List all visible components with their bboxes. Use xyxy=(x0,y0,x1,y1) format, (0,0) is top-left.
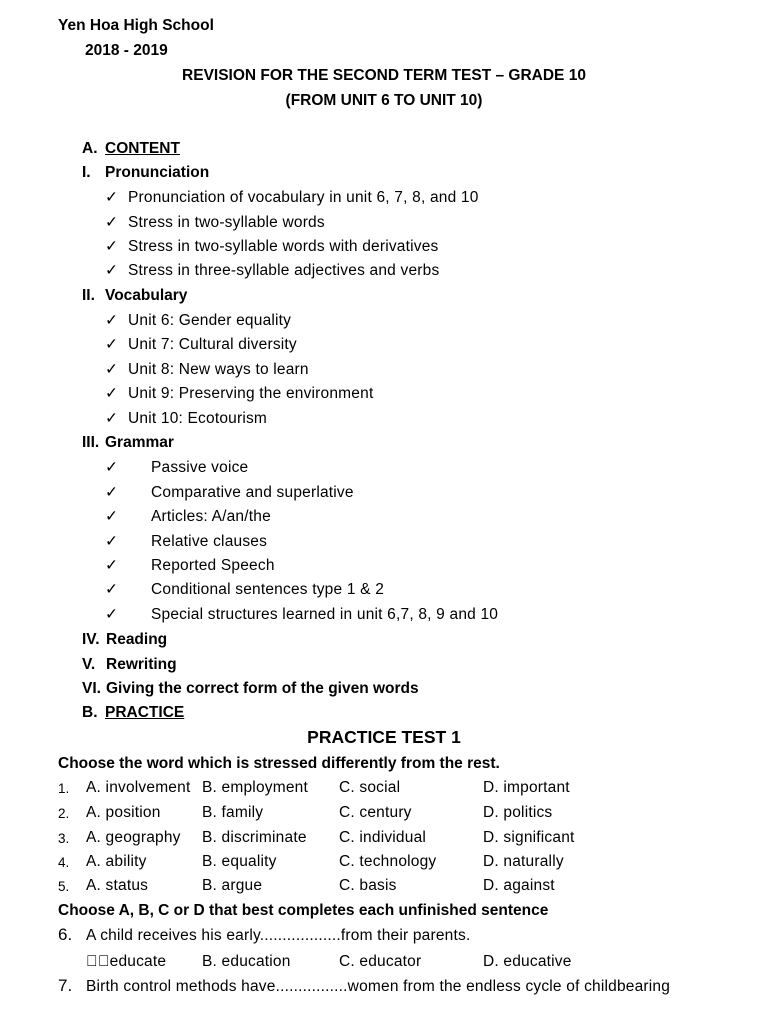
pronunciation-item: Stress in two-syllable words xyxy=(128,214,325,231)
option-c: C. basis xyxy=(339,877,397,894)
option-b: B. argue xyxy=(202,877,263,894)
section-num: V. xyxy=(82,656,96,673)
grammar-item: Passive voice xyxy=(151,459,249,476)
option-b: B. discriminate xyxy=(202,829,307,846)
section-num: VI. xyxy=(82,680,101,697)
school-name: Yen Hoa High School xyxy=(58,17,214,34)
option-b: B. family xyxy=(202,804,264,821)
grammar-item: Reported Speech xyxy=(151,557,275,574)
option-c: C. individual xyxy=(339,829,427,846)
option-a: A. status xyxy=(86,877,149,894)
option-b: B. equality xyxy=(202,853,277,870)
check-icon: ✓ xyxy=(105,361,118,378)
check-icon: ✓ xyxy=(105,533,118,550)
option-d: D. significant xyxy=(483,829,575,846)
option-c: C. educator xyxy=(339,953,422,970)
grammar-item: Articles: A/an/the xyxy=(151,508,271,525)
check-icon: ✓ xyxy=(105,385,118,402)
vocabulary-item: Unit 7: Cultural diversity xyxy=(128,336,297,353)
question-number: 6. xyxy=(58,925,73,944)
option-a: A. geography xyxy=(86,829,181,846)
doc-subtitle: (FROM UNIT 6 TO UNIT 10) xyxy=(285,92,483,109)
question-number: 2. xyxy=(58,806,70,821)
vocabulary-item: Unit 6: Gender equality xyxy=(128,312,292,329)
option-b: B. employment xyxy=(202,779,308,796)
check-icon: ✓ xyxy=(105,459,118,476)
practice-test-title: PRACTICE TEST 1 xyxy=(307,727,461,747)
section-title-pronunciation: Pronunciation xyxy=(105,164,210,181)
check-icon: ✓ xyxy=(105,606,118,623)
vocabulary-item: Unit 10: Ecotourism xyxy=(128,410,268,427)
question-number: 5. xyxy=(58,879,70,894)
section-title-vocabulary: Vocabulary xyxy=(105,287,188,304)
option-d: D. against xyxy=(483,877,555,894)
option-c: C. technology xyxy=(339,853,437,870)
pronunciation-item: Pronunciation of vocabulary in unit 6, 7, 8, and 10 xyxy=(128,189,479,206)
option-a: A. position xyxy=(86,804,161,821)
option-c: C. social xyxy=(339,779,401,796)
section-num: I. xyxy=(82,164,91,181)
option-c: C. century xyxy=(339,804,412,821)
content-letter: A. xyxy=(82,140,98,157)
check-icon: ✓ xyxy=(105,581,118,598)
option-a: A. involvement xyxy=(86,779,191,796)
practice-letter: B. xyxy=(82,704,98,721)
grammar-item: Comparative and superlative xyxy=(151,484,354,501)
instruction-stress: Choose the word which is stressed differently from the rest. xyxy=(58,755,500,772)
section-title-grammar: Grammar xyxy=(105,434,174,451)
section-title-rewriting: Rewriting xyxy=(106,656,177,673)
question-number: 4. xyxy=(58,855,70,870)
pronunciation-item: Stress in three-syllable adjectives and verbs xyxy=(128,262,440,279)
vocabulary-item: Unit 8: New ways to learn xyxy=(128,361,309,378)
school-year: 2018 - 2019 xyxy=(85,42,168,59)
doc-title: REVISION FOR THE SECOND TERM TEST – GRADE 10 xyxy=(182,67,586,84)
vocabulary-item: Unit 9: Preserving the environment xyxy=(128,385,374,402)
option-d: D. educative xyxy=(483,953,572,970)
check-icon: ✓ xyxy=(105,262,118,279)
check-icon: ✓ xyxy=(105,336,118,353)
grammar-item: Conditional sentences type 1 & 2 xyxy=(151,581,385,598)
check-icon: ✓ xyxy=(105,312,118,329)
question-number: 3. xyxy=(58,831,70,846)
grammar-item: Relative clauses xyxy=(151,533,268,550)
question-number: 1. xyxy=(58,781,70,796)
check-icon: ✓ xyxy=(105,557,118,574)
instruction-complete: Choose A, B, C or D that best completes each unfinished sentence xyxy=(58,902,549,919)
check-icon: ✓ xyxy=(105,410,118,427)
grammar-item: Special structures learned in unit 6,7, 8, 9 and 10 xyxy=(151,606,499,623)
check-icon: ✓ xyxy=(105,189,118,206)
check-icon: ✓ xyxy=(105,238,118,255)
option-a: educate xyxy=(86,953,143,970)
section-title-word-forms: Giving the correct form of the given words xyxy=(106,680,419,697)
content-heading: CONTENT xyxy=(105,140,180,157)
option-b: B. education xyxy=(202,953,291,970)
question-text: Birth control methods have................women from the endless cycle of childbearing xyxy=(86,978,671,995)
practice-heading: PRACTICE xyxy=(105,704,185,721)
check-icon: ✓ xyxy=(105,508,118,525)
option-a: A. ability xyxy=(86,853,147,870)
option-d: D. important xyxy=(483,779,570,796)
section-title-reading: Reading xyxy=(106,631,168,648)
section-num: III. xyxy=(82,434,100,451)
option-d: D. politics xyxy=(483,804,553,821)
pronunciation-item: Stress in two-syllable words with derivatives xyxy=(128,238,439,255)
question-number: 7. xyxy=(58,976,73,995)
option-d: D. naturally xyxy=(483,853,564,870)
section-num: IV. xyxy=(82,631,100,648)
question-text: A child receives his early..................from their parents. xyxy=(86,927,471,944)
check-icon: ✓ xyxy=(105,484,118,501)
check-icon: ✓ xyxy=(105,214,118,231)
section-num: II. xyxy=(82,287,95,304)
